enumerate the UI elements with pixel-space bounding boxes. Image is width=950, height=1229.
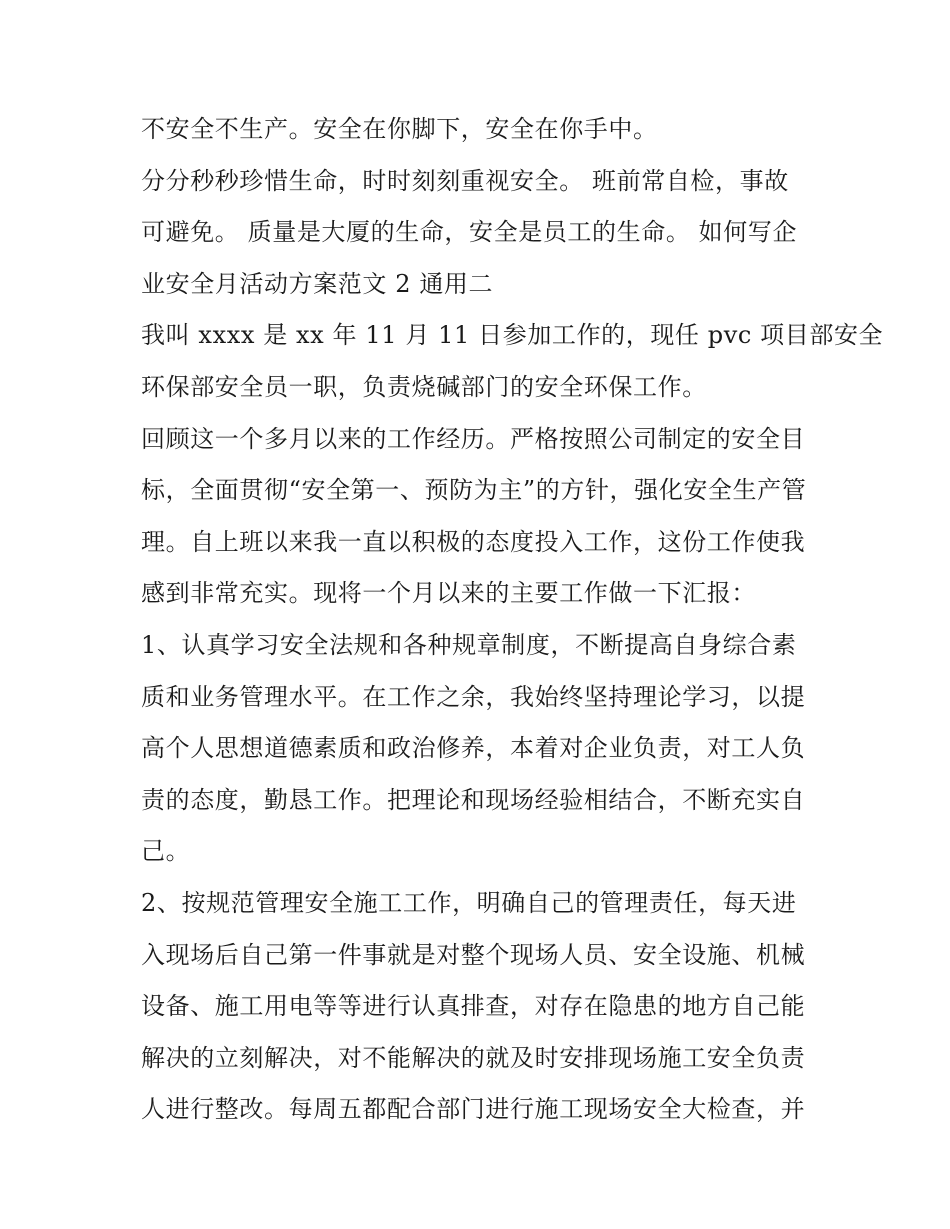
text-line: 2、按规范管理安全施工工作，明确自己的管理责任，每天进 [141,888,797,917]
text-line: 质和业务管理水平。在工作之余，我始终坚持理论学习，以提 [141,682,806,711]
text-line: 我叫 xxxx 是 xx 年 11 月 11 日参加工作的，现任 pvc 项目部安全 [141,321,884,350]
text-line: 理。自上班以来我一直以积极的态度投入工作，这份工作使我 [141,527,806,556]
text-line: 标，全面贯彻“安全第一、预防为主”的方针，强化安全生产管 [141,476,807,505]
text-line: 环保部安全员一职，负责烧碱部门的安全环保工作。 [141,372,707,401]
text-line: 责的态度，勤恳工作。把理论和现场经验相结合，不断充实自 [141,785,806,814]
text-line: 1、认真学习安全法规和各种规章制度，不断提高自身综合素 [141,630,797,659]
text-line: 设备、施工用电等等进行认真排查，对存在隐患的地方自己能 [141,992,806,1021]
text-line: 业安全月活动方案范文 2 通用二 [141,269,494,298]
text-line: 高个人思想道德素质和政治修养，本着对企业负责，对工人负 [141,734,806,763]
text-line: 可避免。 质量是大厦的生命，安全是员工的生命。 如何写企 [141,218,798,247]
text-line: 己。 [141,837,191,866]
text-line: 不安全不生产。安全在你脚下，安全在你手中。 [141,115,658,143]
text-line: 分分秒秒珍惜生命，时时刻刻重视安全。 班前常自检，事故 [141,166,789,195]
text-line: 人进行整改。每周五都配合部门进行施工现场安全大检查，并 [141,1095,806,1124]
text-line: 入现场后自己第一件事就是对整个现场人员、安全设施、机械 [141,940,806,969]
body-text [141,104,884,1136]
text-line: 解决的立刻解决，对不能解决的就及时安排现场施工安全负责 [141,1043,806,1072]
text-line: 感到非常充实。现将一个月以来的主要工作做一下汇报： [141,579,756,608]
text-line: 回顾这一个多月以来的工作经历。严格按照公司制定的安全目 [141,424,806,453]
